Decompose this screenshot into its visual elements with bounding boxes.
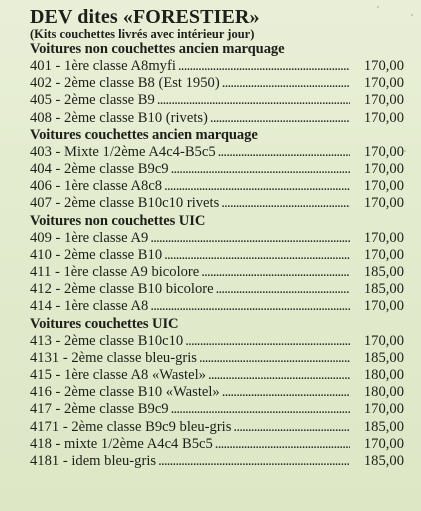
dot-leader [221, 195, 350, 212]
price-row [30, 144, 404, 161]
price-row [30, 230, 404, 247]
dot-leader [210, 110, 350, 127]
item-label: 4181 - idem bleu-gris [30, 453, 157, 470]
item-label: 408 - 2ème classe B10 (rivets) [30, 109, 208, 126]
price-row [30, 436, 404, 453]
item-label: 401 - 1ère classe A8myfi [30, 58, 176, 74]
price-row [30, 75, 404, 92]
item-label: 409 - 1ère classe A9 [30, 229, 149, 246]
item-price: 180,00 [363, 367, 404, 384]
item-label: 417 - 2ème classe B9c9 [30, 401, 169, 418]
price-row [30, 384, 404, 401]
dot-leader [185, 333, 350, 350]
item-price: 170,00 [363, 161, 404, 178]
paper-speck [377, 6, 379, 8]
item-price: 185,00 [363, 281, 404, 298]
price-row [30, 195, 404, 212]
price-row [30, 178, 404, 195]
price-row [30, 247, 404, 264]
dot-leader [222, 384, 350, 401]
dot-leader [222, 75, 350, 92]
price-row [30, 264, 404, 281]
item-price: 170,00 [363, 246, 404, 263]
item-price: 170,00 [363, 143, 404, 160]
item-label: 412 - 2ème classe B10 bicolore [30, 281, 214, 298]
item-label: 405 - 2ème classe B9 [30, 92, 155, 109]
item-price: 170,00 [363, 332, 404, 349]
item-price: 170,00 [363, 92, 404, 109]
page-title: DEV dites «FORESTIER» [30, 6, 260, 28]
price-row [30, 350, 404, 367]
price-row [30, 92, 404, 109]
item-label: 416 - 2ème classe B10 «Wastel» [30, 384, 220, 401]
price-row [30, 298, 404, 315]
item-price: 185,00 [363, 418, 404, 435]
dot-leader [201, 264, 350, 281]
dot-leader [216, 281, 350, 298]
price-row [30, 367, 404, 384]
dot-leader [164, 247, 350, 264]
item-label: 407 - 2ème classe B10c10 rivets [30, 195, 220, 212]
price-row [30, 453, 404, 470]
item-price: 185,00 [363, 349, 404, 366]
item-price: 185,00 [363, 453, 404, 470]
dot-leader [158, 453, 350, 470]
item-label: 410 - 2ème classe B10 [30, 246, 163, 263]
price-row [30, 281, 404, 298]
paper-speck [411, 14, 413, 16]
item-price: 185,00 [363, 264, 404, 281]
item-label: 4171 - 2ème classe B9c9 bleu-gris [30, 418, 232, 435]
item-label: 413 - 2ème classe B10c10 [30, 332, 184, 349]
paper-speck [404, 150, 406, 152]
item-price: 170,00 [363, 401, 404, 418]
page-subtitle: (Kits couchettes livrés avec intérieur jour) [30, 27, 255, 41]
dot-leader [233, 419, 350, 436]
item-label: 404 - 2ème classe B9c9 [30, 161, 169, 178]
price-row [30, 419, 404, 436]
price-row [30, 161, 404, 178]
item-label: 402 - 2ème classe B8 (Est 1950) [30, 75, 220, 92]
dot-leader [218, 144, 350, 161]
item-label: 406 - 1ère classe A8c8 [30, 178, 163, 195]
dot-leader [150, 230, 350, 247]
item-price: 170,00 [363, 109, 404, 126]
dot-leader [157, 92, 350, 109]
dot-leader [171, 401, 350, 418]
price-row [30, 58, 404, 75]
dot-leader [215, 436, 350, 453]
item-price: 170,00 [363, 58, 404, 74]
price-row [30, 110, 404, 127]
item-price: 170,00 [363, 195, 404, 212]
section-heading: Voitures non couchettes UIC [30, 212, 206, 229]
item-label: 4131 - 2ème classe bleu-gris [30, 349, 197, 366]
section-heading: Voitures non couchettes ancien marquage [30, 41, 285, 57]
dot-leader [171, 161, 350, 178]
section-heading: Voitures couchettes ancien marquage [30, 126, 258, 143]
item-label: 403 - Mixte 1/2ème A4c4-B5c5 [30, 143, 216, 160]
item-label: 411 - 1ère classe A9 bicolore [30, 264, 200, 281]
dot-leader [199, 350, 350, 367]
item-price: 170,00 [363, 435, 404, 452]
price-row [30, 401, 404, 418]
item-price: 170,00 [363, 229, 404, 246]
dot-leader [208, 367, 350, 384]
item-price: 170,00 [363, 75, 404, 92]
price-row [30, 333, 404, 350]
item-label: 414 - 1ère classe A8 [30, 298, 149, 315]
item-price: 170,00 [363, 178, 404, 195]
price-list [30, 6, 404, 470]
section-heading: Voitures couchettes UIC [30, 315, 179, 332]
item-label: 415 - 1ère classe A8 «Wastel» [30, 367, 206, 384]
dot-leader [150, 298, 350, 315]
dot-leader [178, 58, 350, 75]
item-price: 180,00 [363, 384, 404, 401]
item-price: 170,00 [363, 298, 404, 315]
dot-leader [164, 178, 350, 195]
sections-container [30, 41, 404, 470]
item-label: 418 - mixte 1/2ème A4c4 B5c5 [30, 435, 213, 452]
